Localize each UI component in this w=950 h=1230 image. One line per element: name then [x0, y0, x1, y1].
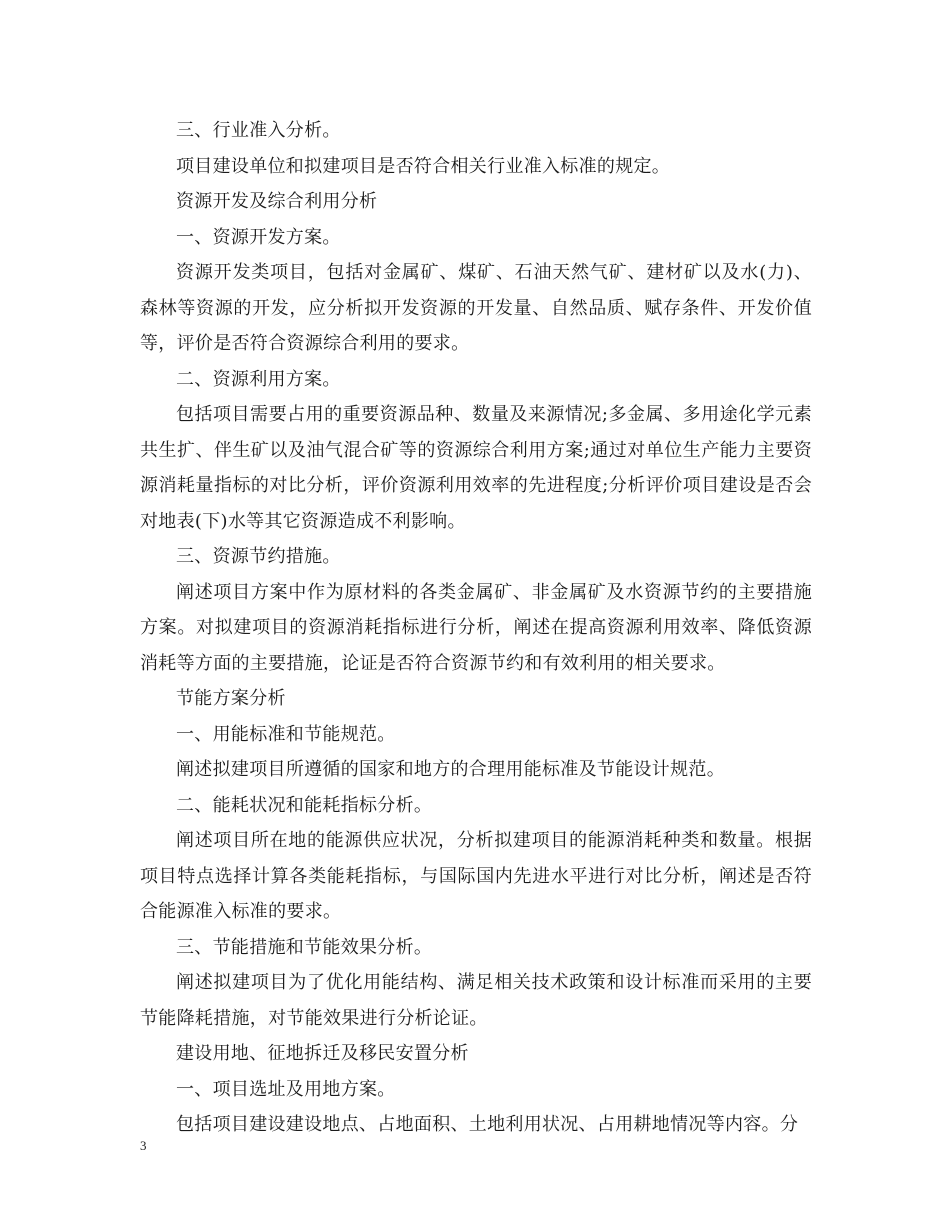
paragraph: 阐述项目方案中作为原材料的各类金属矿、非金属矿及水资源节约的主要措施方案。对拟建项目的资源消耗指标进行分析，阐述在提高资源利用效率、降低资源消耗等方面的主要措施，论证是否符合资源节约和有效利用的相关要求。: [140, 581, 812, 674]
paragraph: 阐述拟建项目为了优化用能结构、满足相关技术政策和设计标准而采用的主要节能降耗措施，对节能效果进行分析论证。: [140, 972, 812, 1029]
paragraph: 阐述项目所在地的能源供应状况，分析拟建项目的能源消耗种类和数量。根据项目特点选择计算各类能耗指标，与国际国内先进水平进行对比分析，阐述是否符合能源准入标准的要求。: [140, 830, 812, 922]
paragraph: 阐述拟建项目所遵循的国家和地方的合理用能标准及节能设计规范。: [176, 759, 725, 780]
paragraph: 三、行业准入分析。: [176, 120, 341, 141]
page-number: 3: [140, 1138, 147, 1153]
section-heading: 节能方案分析: [176, 688, 286, 709]
paragraph: 一、资源开发方案。: [176, 226, 341, 248]
paragraph: 二、能耗状况和能耗指标分析。: [176, 794, 433, 816]
paragraph: 三、资源节约措施。: [176, 546, 341, 567]
paragraph: 项目建设单位和拟建项目是否符合相关行业准入标准的规定。: [176, 155, 671, 177]
section-heading: 建设用地、征地拆迁及移民安置分析: [176, 1043, 469, 1064]
paragraph: 一、用能标准和节能规范。: [176, 723, 396, 745]
section-heading: 资源开发及综合利用分析: [176, 191, 378, 212]
paragraph: 一、项目选址及用地方案。: [176, 1078, 396, 1100]
paragraph: 二、资源利用方案。: [176, 368, 341, 390]
paragraph: 资源开发类项目，包括对金属矿、煤矿、石油天然气矿、建材矿以及水(力)、森林等资源的开发，应分析拟开发资源的开发量、自然品质、赋存条件、开发价值等，评价是否符合资源综合利用的要求。: [140, 262, 812, 354]
document-body: [140, 113, 812, 1143]
paragraph: 三、节能措施和节能效果分析。: [176, 936, 433, 958]
paragraph: 包括项目建设建设地点、占地面积、土地利用状况、占用耕地情况等内容。分: [176, 1114, 799, 1135]
paragraph: 包括项目需要占用的重要资源品种、数量及来源情况;多金属、多用途化学元素共生扩、伴生矿以及油气混合矿等的资源综合利用方案;通过对单位生产能力主要资源消耗量指标的对比分析，评价资源利用效率的先进程度;分析评价项目建设是否会对地表(下)水等其它资源造成不利影响。: [140, 404, 812, 532]
